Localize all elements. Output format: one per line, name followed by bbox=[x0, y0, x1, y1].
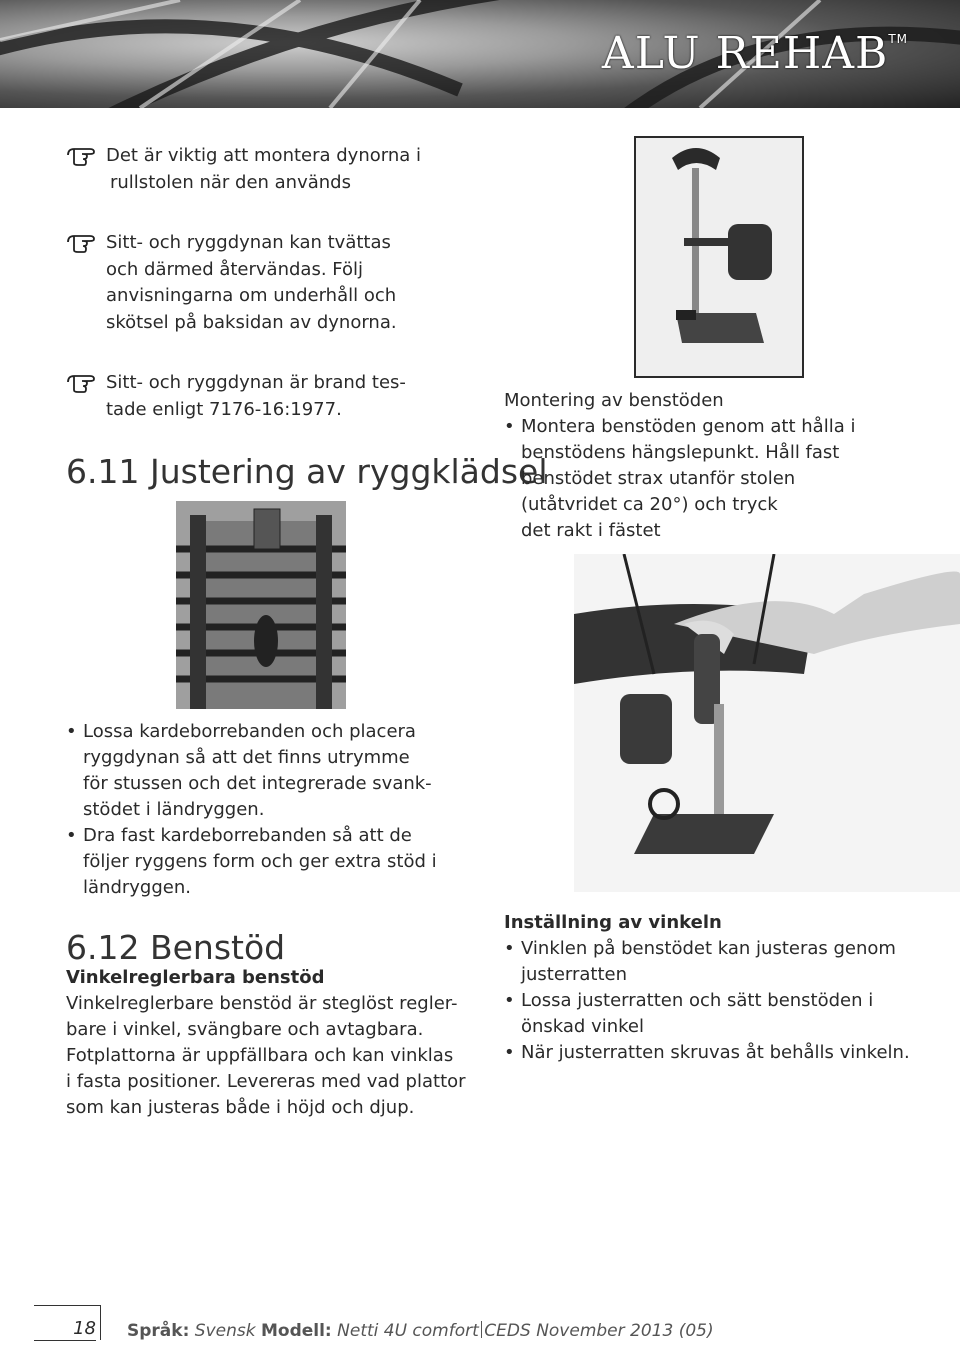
tip-2 bbox=[66, 230, 397, 336]
tip-line: Det är viktig att montera dynorna i bbox=[106, 145, 421, 166]
footer-divider bbox=[481, 1321, 483, 1338]
subheading: Vinkelreglerbara benstöd bbox=[66, 967, 325, 988]
legrest-photo bbox=[634, 136, 804, 378]
page-number-rule bbox=[34, 1340, 96, 1341]
tip-line: Sitt- och ryggdynan är brand tes- bbox=[106, 372, 406, 393]
backrest-photo bbox=[176, 501, 346, 709]
tip-line: anvisningarna om underhåll och bbox=[106, 285, 397, 306]
section-611-bullets bbox=[66, 719, 446, 901]
installning-block bbox=[504, 910, 934, 1066]
header-banner bbox=[0, 0, 960, 108]
language-value: Svensk bbox=[194, 1321, 256, 1341]
tip-line: skötsel på baksidan av dynorna. bbox=[106, 311, 397, 333]
model-label: Modell: bbox=[260, 1321, 332, 1341]
brand-logo: ALU REHAB™ bbox=[601, 28, 908, 79]
legrest-illustration bbox=[636, 138, 802, 376]
installning-heading: Inställning av vinkeln bbox=[504, 912, 722, 933]
tip-3 bbox=[66, 370, 406, 423]
tip-line: rullstolen när den används bbox=[110, 171, 351, 193]
section-number: 6.12 bbox=[66, 928, 140, 967]
section-title: Benstöd bbox=[149, 928, 286, 967]
section-number: 6.11 bbox=[66, 452, 140, 491]
bullet-item: • Montera benstöden genom att hålla i benstödens hängslepunkt. Håll fast benstödet strax utanför stolen (utåtvridet ca 20°) och tryck det rakt i fästet bbox=[504, 414, 924, 544]
document-code: CEDS November 2013 (05) bbox=[484, 1321, 714, 1341]
section-title: Justering av ryggklädsel bbox=[149, 452, 548, 491]
bullet-item: • Vinklen på benstödet kan justeras genom justerratten bbox=[504, 936, 934, 988]
pointing-hand-icon bbox=[66, 145, 96, 167]
page-number: 18 bbox=[34, 1305, 101, 1340]
tip-line: tade enligt 7176-16:1977. bbox=[106, 398, 342, 420]
pointing-hand-icon bbox=[66, 232, 96, 254]
mounting-illustration bbox=[574, 554, 960, 892]
montering-block bbox=[504, 388, 924, 544]
mounting-photo bbox=[574, 554, 960, 892]
backrest-straps-illustration bbox=[176, 501, 346, 709]
language-label: Språk: bbox=[127, 1321, 190, 1341]
section-612-body: Vinkelreglerbara benstöd Vinkelreglerbare benstöd är steglöst regler- bare i vinkel, svängbare och avtagbara. Fotplattorna är uppfällbara och kan vinklas i fasta positioner. Levereras med vad plattor som kan justeras både i höjd och djup. bbox=[66, 967, 466, 1118]
bullet-item: • När justerratten skruvas åt behålls vinkeln. bbox=[504, 1040, 934, 1066]
model-value: Netti 4U comfort bbox=[337, 1321, 479, 1341]
section-heading-6-12 bbox=[66, 928, 285, 968]
pointing-hand-icon bbox=[66, 372, 96, 394]
bullet-item: • Dra fast kardeborrebanden så att de följer ryggens form och ger extra stöd i ländryggen. bbox=[66, 823, 446, 901]
tip-line: och därmed återvändas. Följ bbox=[106, 258, 363, 280]
footer-meta bbox=[127, 1321, 714, 1341]
tip-1 bbox=[66, 143, 421, 196]
bullet-item: • Lossa justerratten och sätt benstöden i önskad vinkel bbox=[504, 988, 934, 1040]
section-heading-6-11 bbox=[66, 452, 548, 492]
bullet-item: • Lossa kardeborrebanden och placera ryggdynan så att det finns utrymme för stussen och det integrerade svank- stödet i ländryggen. bbox=[66, 719, 446, 823]
montering-heading: Montering av benstöden bbox=[504, 390, 724, 411]
tip-line: Sitt- och ryggdynan kan tvättas bbox=[106, 232, 391, 253]
